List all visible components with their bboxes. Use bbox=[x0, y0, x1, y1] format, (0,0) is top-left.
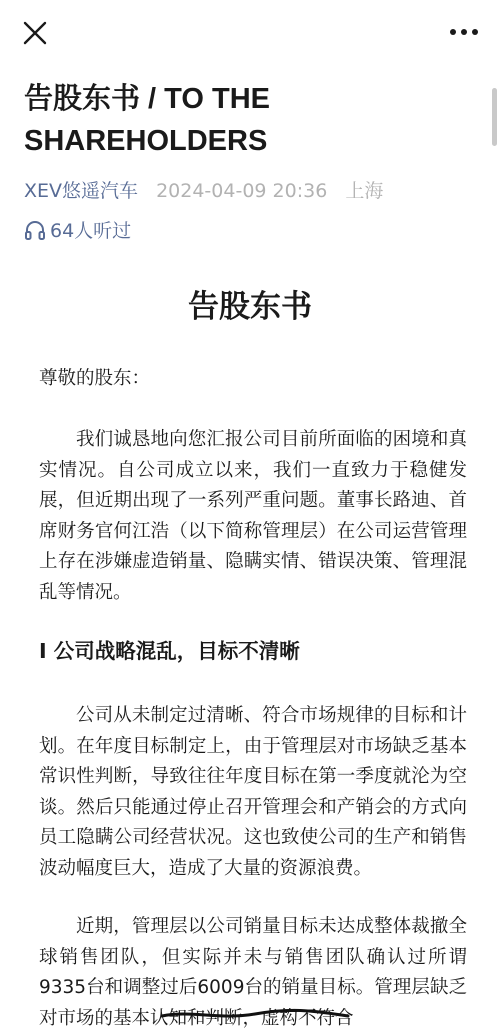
listen-count-button[interactable] bbox=[24, 216, 131, 246]
section-heading: I 公司战略混乱，目标不清晰 bbox=[39, 639, 300, 663]
account-name-link[interactable]: XEV悠遥汽车 bbox=[24, 180, 139, 202]
close-button[interactable] bbox=[20, 18, 50, 48]
handwritten-scribble-mark bbox=[160, 1006, 350, 1024]
salutation: 尊敬的股东： bbox=[39, 368, 151, 389]
publish-date: 2024-04-09 20:36 bbox=[156, 180, 328, 202]
article-title: 告股东书 / TO THE SHAREHOLDERS bbox=[24, 83, 270, 157]
headphones-icon bbox=[24, 219, 46, 241]
more-dots-icon bbox=[446, 18, 482, 46]
paragraph-intro: 我们诚恳地向您汇报公司目前所面临的困境和真实情况。自公司成立以来，我们一直致力于稳健发展，但近期出现了一系列严重问题。董事长路迪、首席财务官何江浩（以下简称管理层）在公司运营管理上存在涉嫌虚造销量、隐瞒实情、错误决策、管理混乱等情况。 bbox=[39, 429, 467, 603]
document-heading: 告股东书 bbox=[188, 289, 312, 325]
publish-location: 上海 bbox=[345, 180, 384, 202]
listen-count-text: 64人听过 bbox=[50, 220, 132, 242]
paragraph-sales: 近期，管理层以公司销量目标未达成整体裁撤全球销售团队，但实际并未与销售团队确认过所谓9335台和调整过后6009台的销量目标。管理层缺乏对市场的基本认知和判断，虚构不符合 bbox=[39, 916, 467, 1029]
paragraph-strategy: 公司从未制定过清晰、符合市场规律的目标和计划。在年度目标制定上，由于管理层对市场缺乏基本常识性判断，导致往往年度目标在第一季度就沦为空谈。然后只能通过停止召开管理会和产销会的方式向员工隐瞒公司经营状况。这也致使公司的生产和销售波动幅度巨大，造成了大量的资源浪费。 bbox=[39, 705, 467, 879]
article-meta bbox=[24, 176, 383, 206]
scrollbar-thumb[interactable] bbox=[492, 88, 497, 146]
more-button[interactable] bbox=[446, 18, 482, 46]
top-bar bbox=[0, 0, 500, 62]
close-icon bbox=[20, 18, 50, 48]
